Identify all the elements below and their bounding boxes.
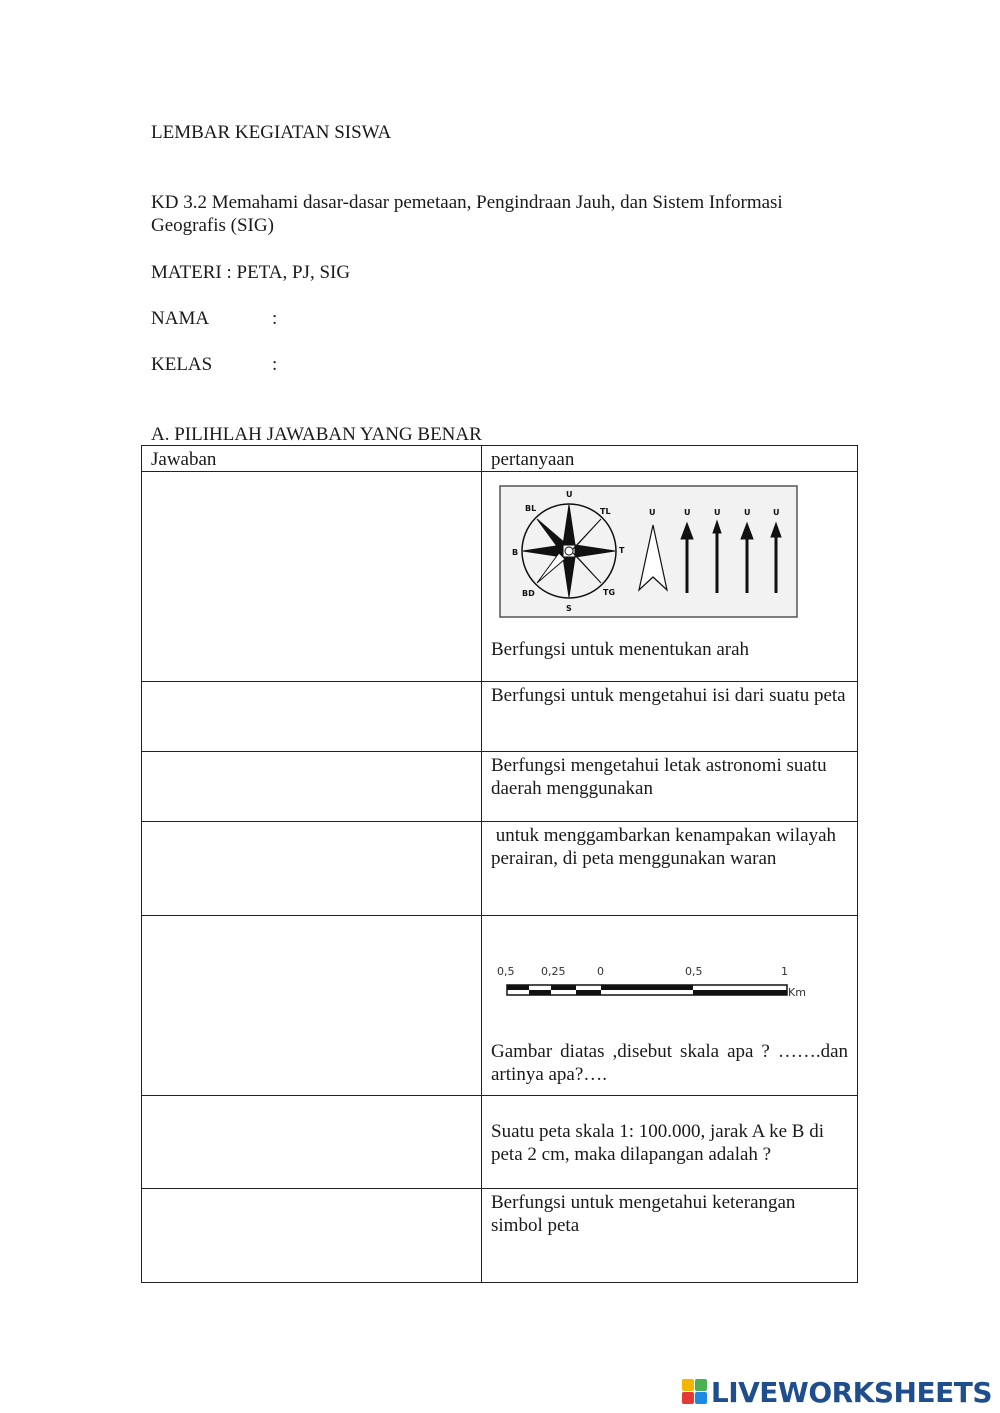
header-pertanyaan: pertanyaan bbox=[482, 446, 858, 472]
compass-label-u: U bbox=[566, 490, 573, 499]
question-text: Berfungsi untuk mengetahui keterangan simbol peta bbox=[482, 1189, 858, 1283]
arrow-label-2: U bbox=[684, 508, 691, 517]
question-text: Suatu peta skala 1: 100.000, jarak A ke B di peta 2 cm, maka dilapangan adalah ? bbox=[482, 1096, 858, 1189]
answer-cell-7[interactable] bbox=[142, 1189, 482, 1283]
answer-cell-3[interactable] bbox=[142, 752, 482, 822]
answer-cell-6[interactable] bbox=[142, 1096, 482, 1189]
footer-brand bbox=[682, 1377, 992, 1407]
question-cell-5 bbox=[482, 916, 858, 1096]
liveworksheets-logo-icon bbox=[682, 1379, 708, 1405]
scale-unit: Km bbox=[788, 986, 806, 999]
table-row bbox=[142, 822, 858, 916]
scale-tick-label: 0,25 bbox=[541, 965, 566, 978]
arrow-label-5: U bbox=[773, 508, 780, 517]
scale-tick-label: 0 bbox=[597, 965, 604, 978]
compass-label-tl: TL bbox=[600, 507, 611, 516]
table-row bbox=[142, 472, 858, 682]
question-text: Gambar diatas ,disebut skala apa ? …….dan artinya apa?…. bbox=[491, 1041, 848, 1085]
arrow-label-1: U bbox=[649, 508, 656, 517]
answer-cell-1[interactable] bbox=[142, 472, 482, 682]
footer-brand-text: LIVEWORKSHEETS bbox=[710, 1375, 992, 1409]
question-text: Berfungsi untuk mengetahui isi dari suatu peta bbox=[482, 682, 858, 752]
table-header-row bbox=[142, 446, 858, 472]
compass-rose-figure bbox=[499, 485, 799, 620]
compass-label-bl: BL bbox=[525, 504, 537, 513]
compass-label-bd: BD bbox=[522, 589, 535, 598]
scale-tick-label: 1 bbox=[781, 965, 788, 978]
compass-label-t: T bbox=[619, 546, 625, 555]
compass-label-tg: TG bbox=[603, 588, 616, 597]
nama-label: NAMA bbox=[151, 308, 210, 329]
answer-cell-2[interactable] bbox=[142, 682, 482, 752]
table-row bbox=[142, 1096, 858, 1189]
arrow-label-4: U bbox=[744, 508, 751, 517]
section-title: A. PILIHLAH JAWABAN YANG BENAR bbox=[151, 424, 482, 445]
kelas-label: KELAS bbox=[151, 354, 213, 375]
arrow-label-3: U bbox=[714, 508, 721, 517]
kelas-row bbox=[151, 353, 277, 376]
compass-label-s: S bbox=[566, 604, 572, 613]
question-cell-1 bbox=[482, 472, 858, 682]
compass-label-b: B bbox=[512, 548, 519, 557]
question-text: untuk menggambarkan kenampakan wilayah perairan, di peta menggunakan waran bbox=[482, 822, 858, 916]
question-text: Berfungsi untuk menentukan arah bbox=[491, 639, 750, 660]
answer-cell-5[interactable] bbox=[142, 916, 482, 1096]
nama-colon: : bbox=[272, 308, 278, 329]
scale-bar-figure bbox=[495, 962, 815, 1012]
table-row bbox=[142, 916, 858, 1096]
scale-tick-label: 0,5 bbox=[685, 965, 703, 978]
worksheet-table bbox=[141, 445, 858, 1283]
materi-line: MATERI : PETA, PJ, SIG bbox=[151, 262, 351, 283]
nama-row bbox=[151, 307, 277, 330]
header-jawaban: Jawaban bbox=[142, 446, 482, 472]
kd-statement: KD 3.2 Memahami dasar-dasar pemetaan, Pengindraan Jauh, dan Sistem Informasi Geografis (SIG) bbox=[151, 192, 783, 236]
answer-cell-4[interactable] bbox=[142, 822, 482, 916]
table-row bbox=[142, 1189, 858, 1283]
kelas-colon: : bbox=[272, 354, 278, 375]
question-text: Berfungsi mengetahui letak astronomi suatu daerah menggunakan bbox=[482, 752, 858, 822]
table-row bbox=[142, 682, 858, 752]
table-row bbox=[142, 752, 858, 822]
scale-tick-label: 0,5 bbox=[497, 965, 515, 978]
document-title: LEMBAR KEGIATAN SISWA bbox=[151, 122, 392, 143]
